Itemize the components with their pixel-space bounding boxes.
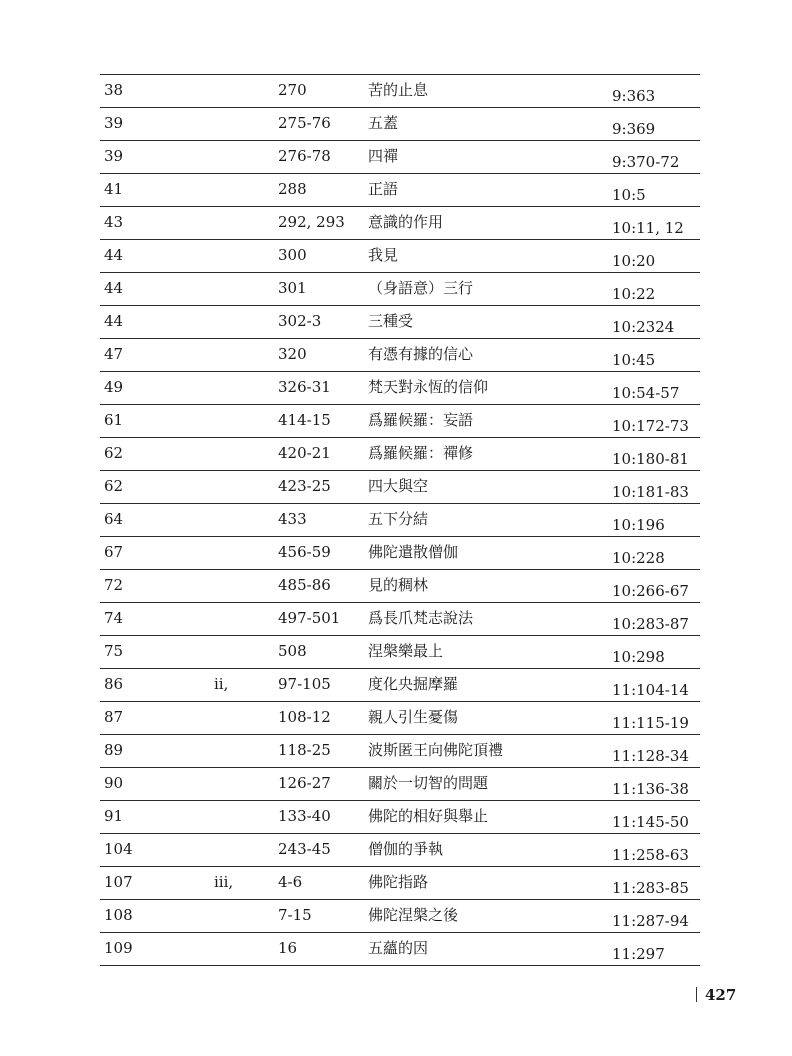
cell-page-range: 508 [278,642,307,660]
cell-page-range: 243-45 [278,840,331,858]
cell-topic: 關於一切智的問題 [368,774,489,792]
table-row [100,702,700,735]
cell-topic: 三種受 [368,312,414,330]
cell-ref-page: 91 [104,807,124,825]
table-row [100,438,700,471]
cell-ref-page: 38 [104,81,124,99]
cell-citation: 10:266-67 [612,582,689,600]
table-row [100,141,700,174]
cell-citation: 10:11, 12 [612,219,684,237]
cell-topic: 梵天對永恆的信仰 [368,378,489,396]
cell-topic: 我見 [368,246,399,264]
table-row [100,306,700,339]
footer-divider [696,987,697,1002]
cell-ref-page: 87 [104,708,124,726]
cell-topic: 佛陀遣散僧伽 [368,543,459,561]
cell-citation: 11:128-34 [612,747,689,765]
cell-citation: 9:369 [612,120,656,138]
cell-citation: 9:370-72 [612,153,680,171]
cell-citation: 10:172-73 [612,417,689,435]
table-row [100,801,700,834]
cell-topic: 爲長爪梵志說法 [368,609,474,627]
cell-page-range: 320 [278,345,307,363]
cell-citation: 9:363 [612,87,656,105]
cell-page-range: 275-76 [278,114,331,132]
cell-topic: 四禪 [368,147,399,165]
cell-page-range: 433 [278,510,307,528]
cell-ref-page: 44 [104,279,124,297]
cell-page-range: 423-25 [278,477,331,495]
cell-page-range: 301 [278,279,307,297]
cell-citation: 11:258-63 [612,846,689,864]
cell-topic: 有憑有據的信心 [368,345,474,363]
cell-ref-page: 62 [104,477,124,495]
cell-ref-page: 39 [104,147,124,165]
cell-topic: （身語意）三行 [368,279,474,297]
cell-citation: 11:104-14 [612,681,689,699]
cell-page-range: 485-86 [278,576,331,594]
cell-topic: 四大與空 [368,477,429,495]
cell-citation: 10:180-81 [612,450,689,468]
cell-topic: 親人引生憂傷 [368,708,459,726]
table-row [100,240,700,273]
table-row [100,636,700,669]
cell-ref-page: 62 [104,444,124,462]
cell-citation: 10:228 [612,549,665,567]
cell-topic: 五蘊的因 [368,939,429,957]
cell-ref-page: 107 [104,873,133,891]
cell-page-range: 270 [278,81,307,99]
table-row [100,207,700,240]
cell-citation: 10:20 [612,252,656,270]
page-footer [696,986,736,1004]
table-row [100,273,700,306]
cell-page-range: 420-21 [278,444,331,462]
table-row [100,735,700,768]
cell-ref-page: 109 [104,939,133,957]
cell-topic: 正語 [368,180,399,198]
table-row [100,933,700,966]
cell-ref-page: 104 [104,840,133,858]
cell-citation: 10:54-57 [612,384,680,402]
cell-topic: 佛陀涅槃之後 [368,906,459,924]
table-row [100,174,700,207]
cell-ref-page: 74 [104,609,124,627]
cell-ref-page: 67 [104,543,124,561]
cell-page-range: 4-6 [278,873,303,891]
table-row [100,372,700,405]
cell-ref-page: 108 [104,906,133,924]
cell-citation: 10:196 [612,516,665,534]
cell-topic: 爲羅候羅：妄語 [368,411,474,429]
cell-page-range: 7-15 [278,906,312,924]
cell-ref-page: 44 [104,312,124,330]
cell-topic: 度化央掘摩羅 [368,675,459,693]
cell-topic: 五下分結 [368,510,429,528]
cell-topic: 意識的作用 [368,213,444,231]
cell-page-range: 300 [278,246,307,264]
cell-topic: 見的稠林 [368,576,429,594]
cell-page-range: 118-25 [278,741,331,759]
table-row [100,834,700,867]
cell-page-range: 97-105 [278,675,331,693]
cell-ref-page: 43 [104,213,124,231]
table-row [100,768,700,801]
cell-ref-page: 44 [104,246,124,264]
cell-citation: 10:298 [612,648,665,666]
cell-page-range: 288 [278,180,307,198]
table-row [100,339,700,372]
cell-volume: iii, [214,873,234,891]
cell-ref-page: 86 [104,675,124,693]
cell-citation: 11:115-19 [612,714,689,732]
table-row [100,504,700,537]
cell-citation: 11:297 [612,945,665,963]
table-row [100,108,700,141]
cell-page-range: 126-27 [278,774,331,792]
cell-ref-page: 75 [104,642,124,660]
index-table [100,74,700,966]
table-row [100,570,700,603]
cell-page-range: 108-12 [278,708,331,726]
cell-ref-page: 90 [104,774,124,792]
cell-topic: 僧伽的爭執 [368,840,444,858]
cell-citation: 10:22 [612,285,656,303]
cell-ref-page: 49 [104,378,124,396]
table-row [100,537,700,570]
cell-citation: 11:136-38 [612,780,689,798]
cell-page-range: 276-78 [278,147,331,165]
cell-page-range: 292, 293 [278,213,345,231]
table-row [100,405,700,438]
cell-topic: 爲羅候羅：禪修 [368,444,474,462]
cell-topic: 涅槃樂最上 [368,642,444,660]
table-row [100,900,700,933]
cell-citation: 10:283-87 [612,615,689,633]
page-number: 427 [705,986,737,1004]
cell-ref-page: 41 [104,180,124,198]
cell-page-range: 414-15 [278,411,331,429]
cell-topic: 苦的止息 [368,81,429,99]
cell-ref-page: 89 [104,741,124,759]
cell-citation: 10:2324 [612,318,675,336]
cell-volume: ii, [214,675,229,693]
cell-page-range: 497-501 [278,609,341,627]
cell-page-range: 456-59 [278,543,331,561]
cell-page-range: 133-40 [278,807,331,825]
cell-topic: 佛陀的相好與舉止 [368,807,489,825]
cell-ref-page: 72 [104,576,124,594]
cell-topic: 波斯匿王向佛陀頂禮 [368,741,504,759]
cell-citation: 10:45 [612,351,656,369]
cell-citation: 11:283-85 [612,879,689,897]
cell-ref-page: 39 [104,114,124,132]
cell-citation: 10:181-83 [612,483,689,501]
cell-page-range: 326-31 [278,378,331,396]
table-row [100,471,700,504]
cell-page-range: 16 [278,939,298,957]
cell-ref-page: 64 [104,510,124,528]
table-row [100,669,700,702]
table-row [100,867,700,900]
table-row [100,603,700,636]
cell-citation: 11:145-50 [612,813,689,831]
cell-page-range: 302-3 [278,312,322,330]
cell-ref-page: 61 [104,411,124,429]
cell-citation: 10:5 [612,186,646,204]
cell-topic: 五蓋 [368,114,399,132]
cell-ref-page: 47 [104,345,124,363]
cell-citation: 11:287-94 [612,912,689,930]
table-row [100,74,700,108]
cell-topic: 佛陀指路 [368,873,429,891]
